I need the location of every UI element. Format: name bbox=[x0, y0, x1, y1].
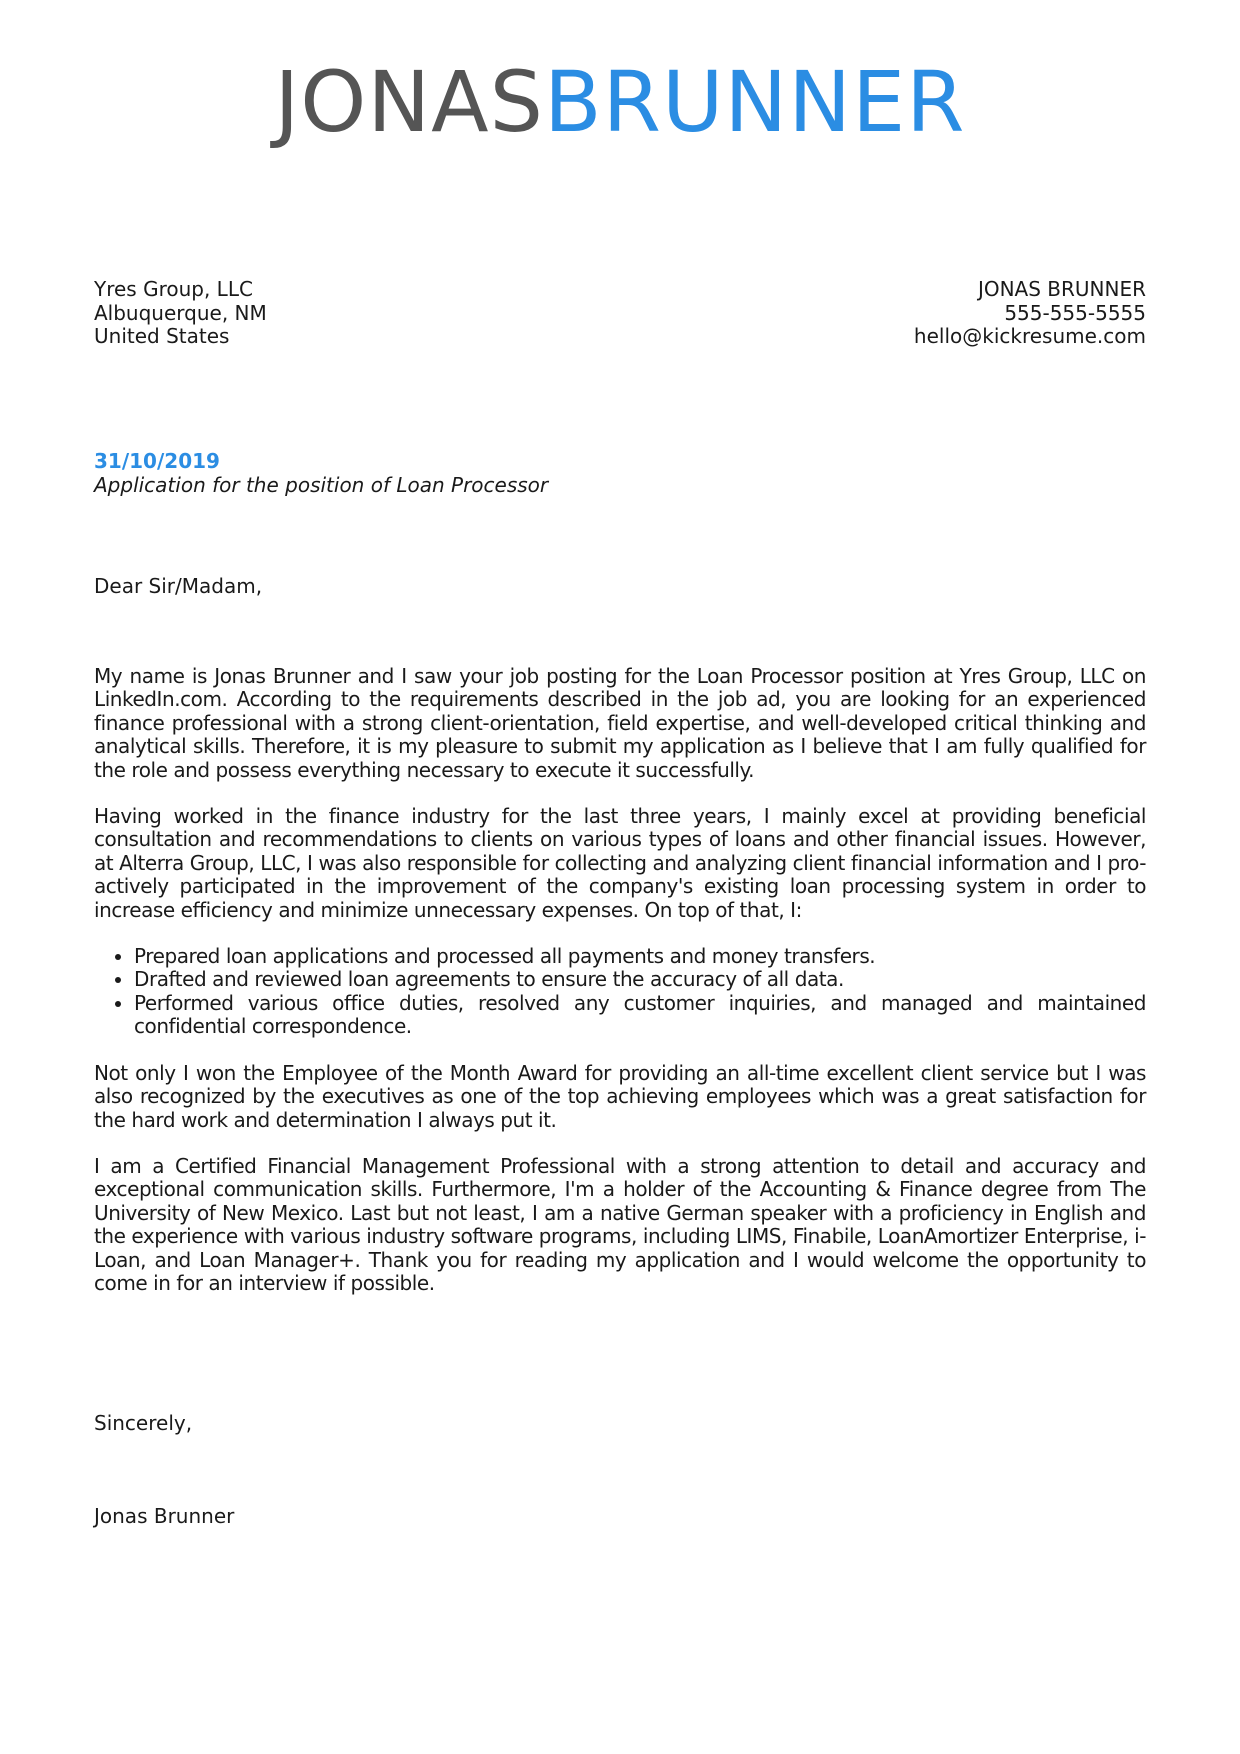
sender-phone: 555-555-5555 bbox=[1004, 300, 1146, 325]
recipient-city: Albuquerque, NM bbox=[94, 300, 267, 325]
achievements-list bbox=[94, 945, 1146, 1039]
body-paragraph-4: I am a Certified Financial Management Professional with a strong attention to detail and accuracy and exceptional communication skills. Furthermore, I'm a holder of the Accounting & Finance degree from The University of New Mexico. Last but not least, I am a native German speaker with a proficiency in English and the experience with various industry software programs, including LIMS, Finabile, LoanAmortizer Enterprise, i-Loan, and Loan Manager+. Thank you for reading my application and I would welcome the opportunity to come in for an interview if possible. bbox=[94, 1153, 1146, 1295]
recipient-company: Yres Group, LLC bbox=[94, 277, 253, 301]
list-item: • Prepared loan applications and processed all payments and money transfers. bbox=[134, 945, 1146, 968]
salutation: Dear Sir/Madam, bbox=[94, 574, 263, 598]
sender-contact bbox=[914, 278, 1146, 349]
letter-date: 31/10/2019 bbox=[94, 449, 220, 473]
header-first-name: JONAS bbox=[274, 53, 544, 151]
body-paragraph-2: Having worked in the finance industry for the last three years, I mainly excel at providing beneficial consultation and recommendations to clients on various types of loans and other financial issues. However, at Alterra Group, LLC, I was also responsible for collecting and analyzing client financial information and I pro-actively participated in the improvement of the company's existing loan processing system in order to increase efficiency and minimize unnecessary expenses. On top of that, I: bbox=[94, 804, 1146, 922]
recipient-country: United States bbox=[94, 324, 230, 348]
letter-body bbox=[94, 665, 1146, 1318]
letter-subject: Application for the position of Loan Processor bbox=[94, 473, 549, 497]
signature-name: Jonas Brunner bbox=[94, 1504, 235, 1528]
list-item: • Performed various office duties, resolved any customer inquiries, and managed and maintained confidential correspondence. bbox=[134, 992, 1146, 1039]
closing: Sincerely, bbox=[94, 1411, 193, 1435]
body-paragraph-1: My name is Jonas Brunner and I saw your job posting for the Loan Processor position at Yres Group, LLC on LinkedIn.com. According to the requirements described in the job ad, you are looking for an experienced finance professional with a strong client-orientation, field expertise, and well-developed critical thinking and analytical skills. Therefore, it is my pleasure to submit my application as I believe that I am fully qualified for the role and possess everything necessary to execute it successfully. bbox=[94, 664, 1146, 782]
header-last-name: BRUNNER bbox=[543, 53, 966, 151]
list-item: • Drafted and reviewed loan agreements to ensure the accuracy of all data. bbox=[134, 968, 1146, 991]
header-name bbox=[0, 52, 1240, 152]
sender-email: hello@kickresume.com bbox=[913, 324, 1146, 348]
sender-name: JONAS BRUNNER bbox=[977, 277, 1146, 301]
recipient-address bbox=[94, 278, 267, 349]
body-paragraph-3: Not only I won the Employee of the Month Award for providing an all-time excellent client service but I was also recognized by the executives as one of the top achieving employees which was a great satisfaction for the hard work and determination I always put it. bbox=[94, 1060, 1146, 1132]
